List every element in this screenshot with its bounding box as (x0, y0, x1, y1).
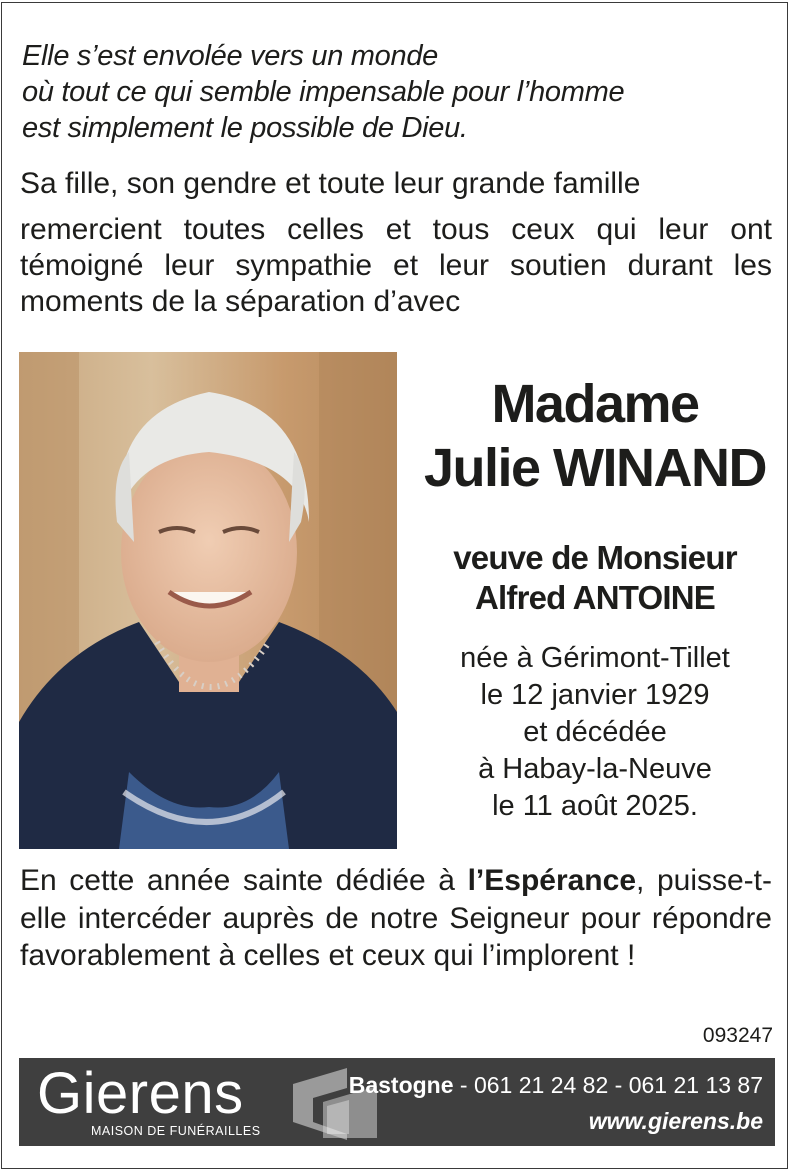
city-label: Bastogne (348, 1072, 454, 1098)
website-link[interactable]: www.gierens.be (588, 1108, 763, 1134)
contact-line (349, 1072, 763, 1099)
reference-number: 093247 (702, 1024, 773, 1047)
portrait-photo (19, 352, 397, 849)
birth-death-info (410, 640, 780, 825)
poem-line: est simplement le possible de Dieu. (22, 112, 468, 144)
hope-text-start: En cette année sainte dédiée à (20, 864, 468, 897)
poem-line: où tout ce qui semble impensable pour l’homme (22, 76, 625, 108)
funeral-home-subtitle: MAISON DE FUNÉRAILLES (91, 1124, 261, 1138)
date-line: et décédée (523, 716, 667, 748)
thanks-text: remercient toutes celles et tous ceux qui leur ont témoigné leur sympathie et leur soutien durant les moments de la séparation d’avec (20, 213, 772, 318)
deceased-name: Julie WINAND (423, 438, 767, 498)
funeral-home-logo-text: Gierens (37, 1061, 244, 1126)
date-line: le 12 janvier 1929 (480, 679, 710, 711)
deceased-title: Madame (491, 374, 699, 434)
hope-text-end: , puisse-t-elle intercéder auprès de notre Seigneur pour répondre favorablement à celles et ceux qui l’implorent ! (20, 864, 772, 972)
poem-line: Elle s’est envolée vers un monde (22, 40, 438, 72)
date-line: le 11 août 2025. (492, 790, 698, 822)
hope-paragraph (20, 862, 772, 975)
family-line: Sa fille, son gendre et toute leur grande famille (20, 167, 641, 200)
date-line: née à Gérimont-Tillet (460, 642, 730, 674)
poem (22, 38, 782, 146)
deceased-block (410, 372, 780, 825)
date-line: à Habay-la-Neuve (478, 753, 712, 785)
thanks-paragraph (20, 166, 772, 320)
widow-line: veuve de Monsieur (453, 539, 737, 576)
spouse-name: Alfred ANTOINE (475, 579, 715, 616)
phone-numbers: - 061 21 24 82 - 061 21 13 87 (453, 1072, 763, 1098)
hope-emphasis: l’Espérance (467, 864, 637, 897)
widow-of (410, 538, 780, 618)
funeral-home-banner (19, 1058, 775, 1146)
